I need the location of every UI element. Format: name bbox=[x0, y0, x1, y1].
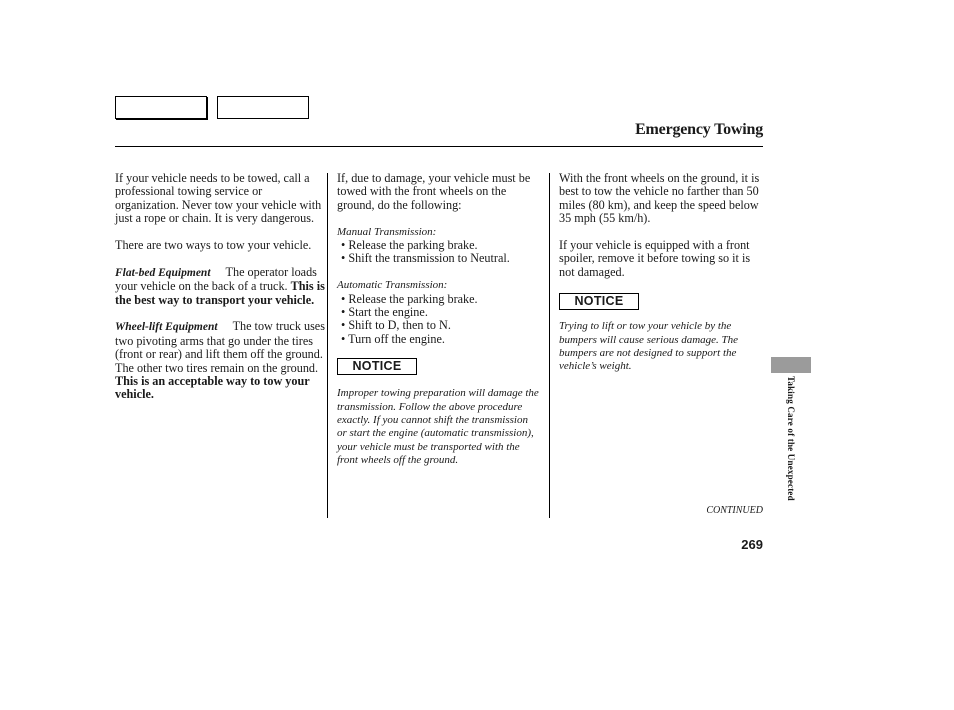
column-2 bbox=[337, 172, 540, 468]
flatbed-heading: Flat-bed Equipment bbox=[115, 266, 211, 279]
list-item: • Shift to D, then to N. bbox=[341, 318, 451, 333]
nav-box-right[interactable] bbox=[217, 96, 309, 119]
list-item: • Start the engine. bbox=[341, 305, 428, 320]
continued-label: CONTINUED bbox=[706, 505, 763, 516]
notice-badge: NOTICE bbox=[559, 293, 639, 310]
column-divider-2 bbox=[549, 173, 550, 518]
wheellift-text: The tow truck uses two pivoting arms that go under the tires (front or rear) and lift them off the ground. The other two tires remain on the ground. bbox=[115, 319, 325, 375]
header-rule bbox=[115, 146, 763, 147]
wheellift-bold: This is an acceptable way to tow your vehicle. bbox=[115, 374, 310, 402]
notice-text: Trying to lift or tow your vehicle by the bumpers will cause serious damage. The bumpers are not designed to support the vehicle’s weight. bbox=[559, 320, 739, 373]
nav-box-left[interactable] bbox=[115, 96, 207, 119]
page-title: Emergency Towing bbox=[635, 121, 763, 138]
wheellift-paragraph bbox=[115, 320, 325, 401]
section-tab bbox=[771, 357, 811, 373]
flatbed-paragraph bbox=[115, 266, 325, 307]
notice-text: Improper towing preparation will damage the transmission. Follow the above procedure exactly. If you cannot shift the transmission or start the engine (automatic transmission), your vehicle must be transported with the front wheels off the ground. bbox=[337, 387, 539, 467]
column-1 bbox=[115, 172, 325, 402]
flatbed-text: The operator loads your vehicle on the back of a truck. bbox=[115, 264, 317, 294]
auto-heading: Automatic Transmission: bbox=[337, 279, 448, 292]
column-divider-1 bbox=[327, 173, 328, 518]
manual-heading: Manual Transmission: bbox=[337, 225, 437, 238]
list-item: • Release the parking brake. bbox=[341, 291, 478, 306]
list-item: • Release the parking brake. bbox=[341, 238, 478, 253]
col1-intro: If your vehicle needs to be towed, call a professional towing service or organization. Never tow your vehicle with just a rope or chain. It is very dangerous. bbox=[115, 171, 322, 226]
col1-two-ways: There are two ways to tow your vehicle. bbox=[115, 238, 312, 253]
section-label: Taking Care of the Unexpected bbox=[786, 376, 796, 501]
wheellift-heading: Wheel-lift Equipment bbox=[115, 321, 218, 334]
page-number: 269 bbox=[741, 537, 763, 552]
col3-spoiler: If your vehicle is equipped with a front spoiler, remove it before towing so it is not damaged. bbox=[559, 238, 751, 279]
list-item: • Turn off the engine. bbox=[341, 331, 445, 346]
notice-badge: NOTICE bbox=[337, 358, 417, 375]
list-item: • Shift the transmission to Neutral. bbox=[341, 251, 510, 266]
col2-intro: If, due to damage, your vehicle must be towed with the front wheels on the ground, do the following: bbox=[337, 171, 531, 212]
column-3 bbox=[559, 172, 765, 374]
col3-distance: With the front wheels on the ground, it is best to tow the vehicle no farther than 50 miles (80 km), and keep the speed below 35 mph (55 km/h). bbox=[559, 171, 760, 226]
flatbed-bold: This is the best way to transport your vehicle. bbox=[115, 279, 325, 307]
